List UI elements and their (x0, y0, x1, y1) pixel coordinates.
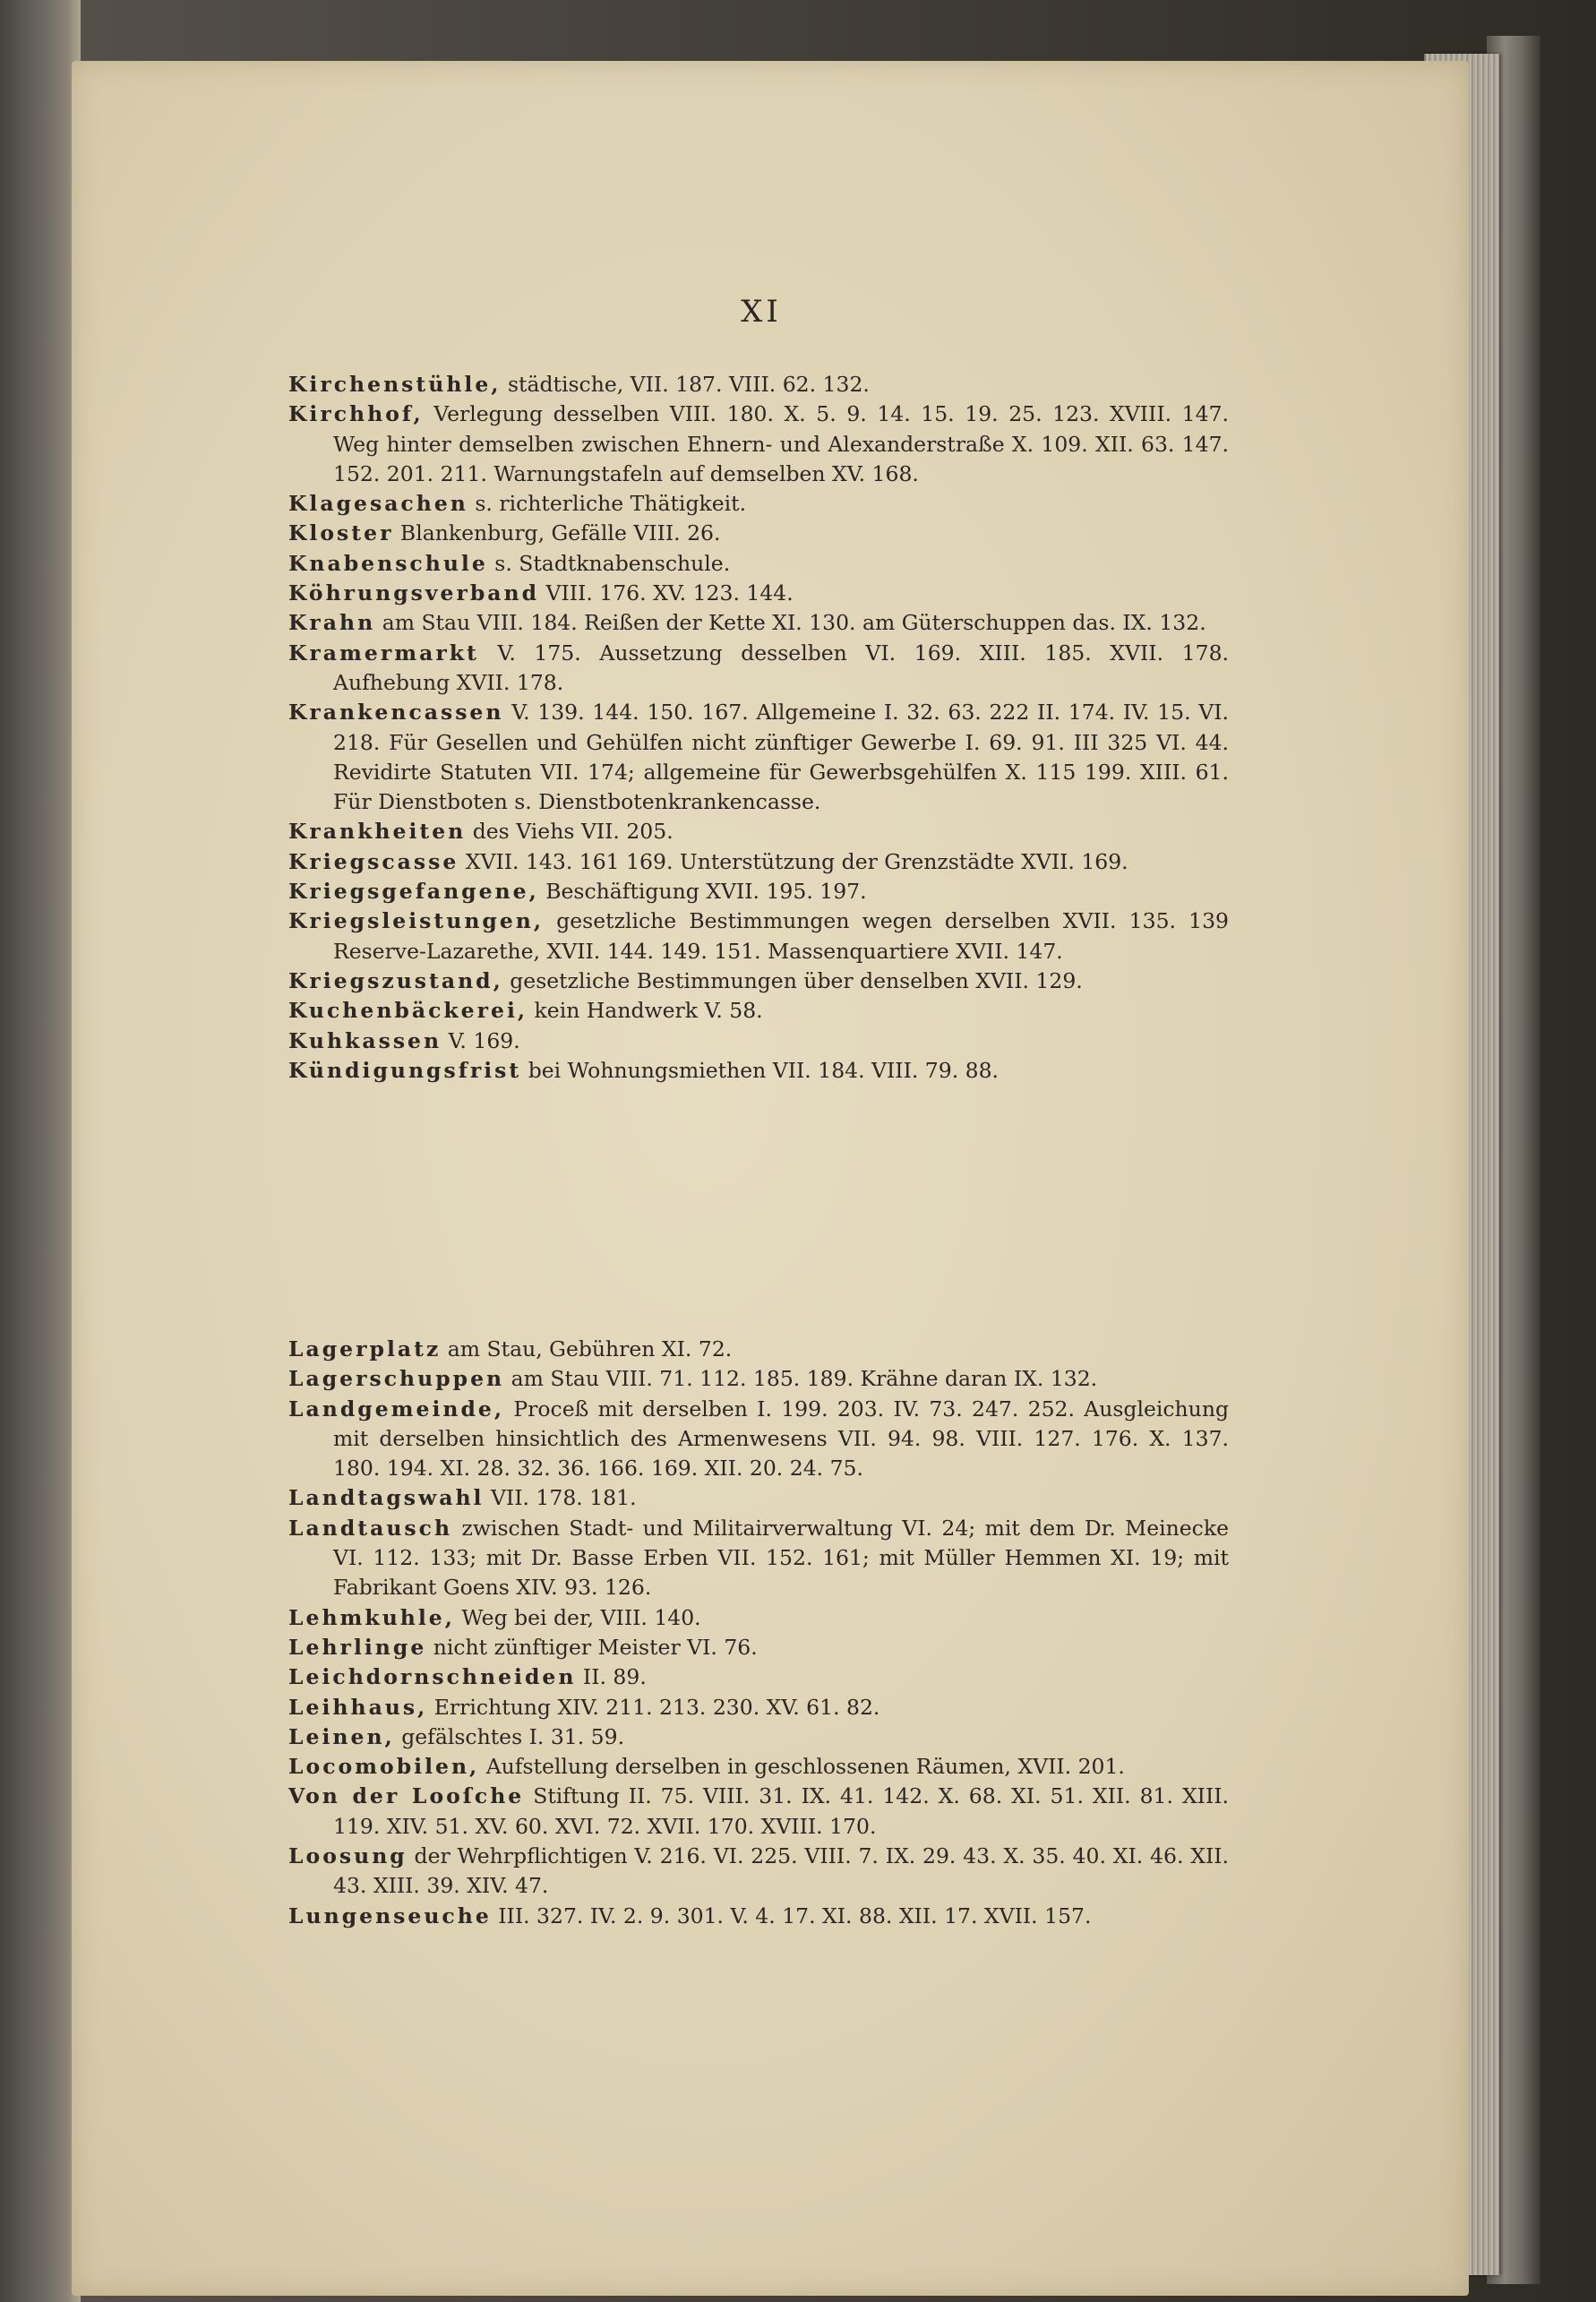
entry-headword: Krankheiten (288, 819, 467, 845)
entry-references: am Stau, Gebühren XI. 72. (441, 1336, 733, 1361)
index-entry (288, 519, 1229, 548)
entry-headword: Kirchenstühle, (288, 372, 502, 397)
index-entry (288, 639, 1229, 699)
entry-headword: Klagesachen (288, 491, 468, 517)
entry-headword: Leichdornschneiden (288, 1664, 577, 1690)
index-entry (288, 1902, 1229, 1931)
entry-headword: Kündigungsfrist (288, 1057, 522, 1083)
entry-headword: Kuhkassen (288, 1027, 442, 1053)
entry-headword: Landtausch (288, 1515, 453, 1541)
index-entry (288, 549, 1229, 579)
entry-references: städtische, VII. 187. VIII. 62. 132. (501, 372, 870, 397)
index-entry (288, 1603, 1229, 1633)
entry-references: s. richterliche Thätigkeit. (468, 491, 747, 517)
index-entry (288, 1364, 1229, 1394)
book-page (72, 61, 1469, 2296)
page-number: XI (741, 294, 782, 330)
entry-references: V. 169. (442, 1027, 520, 1053)
entry-headword: Von der Looſche (288, 1783, 525, 1809)
entry-references: Stiftung II. 75. VIII. 31. IX. 41. 142. X. 68. XI. 51. XII. 81. XIII. 119. XIV. 51. XV. 60. XVI. 72. XVII. 170. XVIII. 170. (333, 1783, 1229, 1839)
entry-headword: Landtagswahl (288, 1485, 485, 1511)
entry-references: gesetzliche Bestimmungen über denselben XVII. 129. (502, 967, 1083, 993)
index-entry (288, 1395, 1229, 1484)
entry-references: XVII. 143. 161 169. Unterstützung der Grenzstädte XVII. 169. (459, 848, 1128, 874)
index-entry (288, 847, 1229, 877)
index-entry (288, 1752, 1229, 1782)
index-entry (288, 608, 1229, 638)
entry-headword: Kriegscasse (288, 848, 459, 874)
entry-references: kein Handwerk V. 58. (528, 998, 763, 1024)
entry-headword: Lagerschuppen (288, 1366, 505, 1392)
entry-references: III. 327. IV. 2. 9. 301. V. 4. 17. XI. 88. XII. 17. XVII. 157. (491, 1903, 1092, 1928)
index-entry (288, 1782, 1229, 1842)
entry-references: bei Wohnungsmiethen VII. 184. VIII. 79. 88. (521, 1057, 1000, 1083)
entry-headword: Köhrungsverband (288, 580, 540, 606)
entry-references: VII. 178. 181. (484, 1485, 637, 1511)
entry-headword: Lagerplatz (288, 1336, 442, 1361)
entry-headword: Lungenseuche (288, 1903, 492, 1928)
entry-headword: Kriegszustand, (288, 967, 503, 993)
index-entry (288, 579, 1229, 608)
entry-headword: Knabenschule (288, 550, 488, 576)
index-entry (288, 370, 1229, 399)
entry-headword: Krahn (288, 610, 376, 636)
entry-headword: Kuchenbäckerei, (288, 998, 528, 1024)
entry-headword: Kirchhof, (288, 401, 424, 427)
index-section-l (288, 1335, 1229, 1931)
index-section-k (288, 370, 1229, 1086)
entry-references: Beschäftigung XVII. 195. 197. (538, 879, 867, 905)
entry-references: am Stau VIII. 71. 112. 185. 189. Krähne daran IX. 132. (504, 1366, 1098, 1392)
index-entry (288, 996, 1229, 1026)
entry-headword: Kriegsleistungen, (288, 908, 545, 934)
entry-headword: Kriegsgefangene, (288, 879, 539, 905)
index-entry (288, 906, 1229, 966)
entry-headword: Landgemeinde, (288, 1396, 505, 1422)
index-entry (288, 966, 1229, 996)
entry-references: Aufstellung derselben in geschlossenen Räumen, XVII. 201. (479, 1754, 1125, 1780)
entry-references: der Wehrpflichtigen V. 216. VI. 225. VIII. 7. IX. 29. 43. X. 35. 40. XI. 46. XII. 43. XIII. 39. XIV. 47. (333, 1843, 1229, 1899)
entry-references: VIII. 176. XV. 123. 144. (539, 580, 794, 606)
entry-references: nicht zünftiger Meister VI. 76. (426, 1634, 758, 1660)
index-entry (288, 1662, 1229, 1692)
entry-headword: Kloster (288, 520, 394, 546)
index-entry (288, 877, 1229, 906)
entry-references: gesetzliche Bestimmungen wegen derselben XVII. 135. 139 Reserve-Lazarethe, XVII. 144. 149. 151. Massenquartiere XVII. 147. (333, 908, 1229, 964)
entry-references: gefälschtes I. 31. 59. (394, 1723, 625, 1749)
entry-references: V. 139. 144. 150. 167. Allgemeine I. 32. 63. 222 II. 174. IV. 15. VI. 218. Für Gesellen und Gehülfen nicht zünftiger Gewerbe I. 69. 91. III 325 VI. 44. Revidirte Statuten VII. 174; allgemeine für Gewerbsgehülfen X. 115 199. XIII. 61. Für Dienstboten s. Dienstbotenkrankencasse. (333, 700, 1229, 815)
index-entry (288, 489, 1229, 519)
entry-references: Errichtung XIV. 211. 213. 230. XV. 61. 82. (427, 1694, 880, 1720)
index-entry (288, 1633, 1229, 1662)
entry-headword: Lehmkuhle, (288, 1604, 455, 1630)
entry-headword: Leihhaus, (288, 1694, 428, 1720)
index-entry (288, 817, 1229, 846)
entry-references: V. 175. Aussetzung desselben VI. 169. XIII. 185. XVII. 178. Aufhebung XVII. 178. (333, 640, 1229, 695)
entry-references: Blankenburg, Gefälle VIII. 26. (393, 520, 721, 546)
entry-references: II. 89. (576, 1664, 647, 1690)
index-entry (288, 1514, 1229, 1603)
entry-references: des Viehs VII. 205. (466, 819, 674, 845)
left-page-edge (0, 0, 81, 2302)
entry-headword: Locomobilen, (288, 1754, 480, 1780)
index-entry (288, 1842, 1229, 1902)
index-entry (288, 698, 1229, 817)
index-entry (288, 1026, 1229, 1056)
entry-headword: Leinen, (288, 1723, 395, 1749)
index-entry (288, 1483, 1229, 1513)
index-entry (288, 1693, 1229, 1722)
entry-references: Verlegung desselben VIII. 180. X. 5. 9. 14. 15. 19. 25. 123. XVIII. 147. Weg hinter demselben zwischen Ehnern- und Alexanderstraße X. 109. XII. 63. 147. 152. 201. 211. Warnungstafeln auf demselben XV. 168. (333, 401, 1229, 486)
entry-references: Weg bei der, VIII. 140. (454, 1604, 701, 1630)
entry-references: zwischen Stadt- und Militairverwaltung VI. 24; mit dem Dr. Meinecke VI. 112. 133; mit Dr. Basse Erben VII. 152. 161; mit Müller Hemmen XI. 19; mit Fabrikant Goens XIV. 93. 126. (333, 1515, 1229, 1601)
index-entry (288, 1056, 1229, 1086)
entry-headword: Loosung (288, 1843, 408, 1869)
entry-references: s. Stadtknabenschule. (487, 550, 731, 576)
entry-references: am Stau VIII. 184. Reißen der Kette XI. 130. am Güterschuppen das. IX. 132. (375, 610, 1206, 636)
entry-references: Proceß mit derselben I. 199. 203. IV. 73. 247. 252. Ausgleichung mit derselben hinsichtlich des Armenwesens VII. 94. 98. VIII. 127. 176. X. 137. 180. 194. XI. 28. 32. 36. 166. 169. XII. 20. 24. 75. (333, 1396, 1229, 1482)
entry-headword: Kramermarkt (288, 640, 479, 666)
index-entry (288, 1335, 1229, 1364)
entry-headword: Lehrlinge (288, 1634, 427, 1660)
index-entry (288, 1722, 1229, 1752)
index-entry (288, 399, 1229, 489)
entry-headword: Krankencassen (288, 700, 504, 726)
